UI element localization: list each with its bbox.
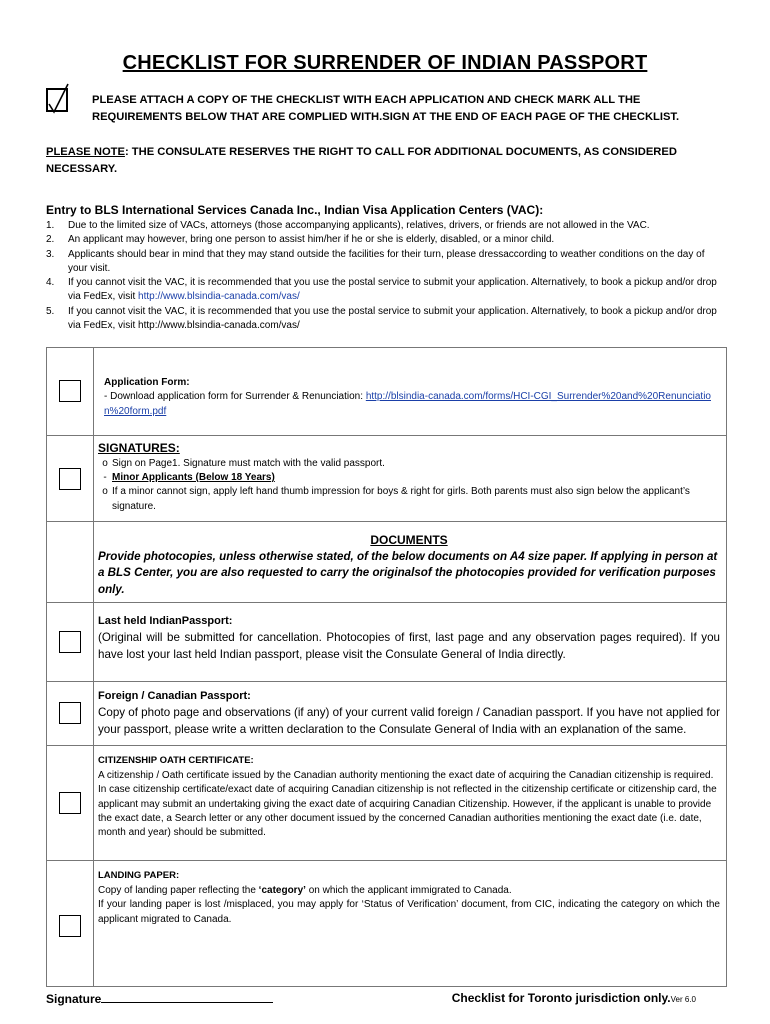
item-number: 3. [46, 248, 55, 260]
table-row [47, 522, 727, 603]
list-item [46, 305, 726, 334]
signature-label: Signature [46, 992, 102, 1006]
citizenship-text: A citizenship / Oath certificate issued by the Canadian authority mentioning the exact date of acquiring the Canadian citizenship is required. In case citizenship certificate/exact date of acquiring Canadian citizenship is not reflected in the citizenship certificate or citizenship card, the applicant may submit an undertaking giving the exact date of acquiring Canadian Citizenship. However, if the applicant is unable to provide the exact date, a Search letter or any other document issued by the concerned Canadian authorities mentioning the exact date (i.e. date, month and year) should be submitted. [98, 769, 717, 839]
signatures-cell [94, 436, 727, 522]
minor-applicants-label: Minor Applicants (Below 18 Years) [112, 472, 275, 483]
note-label: PLEASE NOTE [46, 146, 125, 158]
foreign-passport-text: Copy of photo page and observations (if any) of your current valid foreign / Canadian passport. If you have not applied for your passport, please write a written declaration to the Consulate General of India with an explanation of the same. [98, 705, 720, 736]
jurisdiction-text: Checklist for Toronto jurisdiction only. [451, 991, 671, 1005]
landing-paper-checkbox[interactable] [59, 915, 81, 937]
landing-paper-text: Copy of landing paper reflecting the ‘category’ on which the applicant immigrated to Canada. [98, 884, 512, 896]
entry-list [46, 219, 726, 333]
table-row [47, 603, 727, 682]
application-form-label: Application Form: [104, 377, 190, 388]
table-row [47, 348, 727, 436]
application-form-checkbox[interactable] [59, 380, 81, 402]
jurisdiction-note [452, 991, 696, 1005]
list-item [46, 219, 726, 233]
signature-line[interactable] [101, 991, 273, 1003]
documents-heading: DOCUMENTS [370, 533, 448, 547]
table-row [47, 861, 727, 987]
item-text: An applicant may however, bring one person to assist him/her if he or she is elderly, disabled, or a minor child. [68, 234, 555, 246]
application-form-text: - Download application form for Surrender & Renunciation: [104, 391, 366, 403]
item-number: 4. [46, 277, 55, 289]
entry-heading: Entry to BLS International Services Canada Inc., Indian Visa Application Centers (VAC): [46, 203, 544, 217]
list-item: - Minor Applicants (Below 18 Years) [98, 471, 720, 485]
vas-link[interactable]: http://www.blsindia-canada.com/vas/ [138, 291, 300, 303]
foreign-passport-cell [94, 682, 727, 746]
list-item [46, 248, 726, 277]
application-form-link[interactable]: http://blsindia-canada.com/forms/HCI-CGI_Surrender%20and%20Renunciation%20form.pdf [104, 391, 711, 417]
list-item [46, 233, 726, 247]
foreign-passport-checkbox[interactable] [59, 702, 81, 724]
item-number: 1. [46, 220, 55, 231]
checkmark-box-icon [46, 82, 72, 114]
landing-paper-text-2: If your landing paper is lost /misplaced, you may apply for ‘Status of Verification’ document, from CIC, indicating the category on which the applicant migrated to Canada. [98, 899, 720, 925]
checklist-table [46, 347, 727, 987]
item-text: Due to the limited size of VACs, attorneys (those accompanying applicants), relatives, drivers, or friends are not allowed in the VAC. [68, 220, 650, 231]
signatures-heading: SIGNATURES: [98, 441, 180, 455]
list-item: o If a minor cannot sign, apply left hand thumb impression for boys & right for girls. Both parents must also sign below the applicant’s signature. [102, 486, 690, 512]
application-form-cell [94, 348, 727, 436]
citizenship-label: CITIZENSHIP OATH CERTIFICATE: [98, 755, 254, 767]
table-row [47, 436, 727, 522]
item-text: If you cannot visit the VAC, it is recommended that you use the postal service to submit your application. Alternatively, to book a pickup and/or drop via FedEx, visit [68, 277, 717, 303]
item-text: Applicants should bear in mind that they may stand outside the facilities for their turn, please dressaccording to weather conditions on the day of your visit. [68, 248, 705, 274]
table-row [47, 746, 727, 861]
documents-text: Provide photocopies, unless otherwise stated, of the below documents on A4 size paper. If applying in person at a BLS Center, you are also requested to carry the originalsof the photocopies provided for verification purposes only. [98, 549, 718, 596]
attach-instruction: PLEASE ATTACH A COPY OF THE CHECKLIST WITH EACH APPLICATION AND CHECK MARK ALL THE REQUIREMENTS BELOW THAT ARE COMPLIED WITH.SIGN AT THE END OF EACH PAGE OF THE CHECKLIST. [92, 94, 680, 123]
citizenship-checkbox[interactable] [59, 792, 81, 814]
table-row [47, 682, 727, 746]
last-passport-text: (Original will be submitted for cancellation. Photocopies of first, last page and any observation pages required). If you have lost your last held Indian passport, please visit the Consulate General of India directly. [98, 630, 720, 661]
landing-paper-cell [94, 861, 727, 987]
documents-cell [94, 522, 727, 603]
citizenship-cell [94, 746, 727, 861]
last-passport-checkbox[interactable] [59, 631, 81, 653]
version-label: Ver 6.0 [670, 995, 696, 1004]
list-item [46, 276, 726, 305]
item-number: 2. [46, 234, 55, 246]
item-number: 5. [46, 305, 55, 317]
item-text: If you cannot visit the VAC, it is recommended that you use the postal service to submit your application. Alternatively, to book a pickup and/or drop via FedEx, visit http://www.blsindia-canada.com/vas/ [68, 305, 717, 332]
landing-paper-label: LANDING PAPER: [98, 870, 180, 882]
list-item: o Sign on Page1. Signature must match with the valid passport. [102, 457, 385, 469]
last-passport-cell [94, 603, 727, 682]
last-passport-label: Last held IndianPassport: [98, 615, 233, 628]
foreign-passport-label: Foreign / Canadian Passport: [98, 690, 251, 703]
please-note [46, 144, 726, 178]
signatures-checkbox[interactable] [59, 468, 81, 490]
note-text: : THE CONSULATE RESERVES THE RIGHT TO CALL FOR ADDITIONAL DOCUMENTS, AS CONSIDERED NECESSARY. [46, 146, 677, 175]
page-title: CHECKLIST FOR SURRENDER OF INDIAN PASSPORT [122, 52, 648, 74]
signature-field[interactable] [46, 991, 273, 1006]
